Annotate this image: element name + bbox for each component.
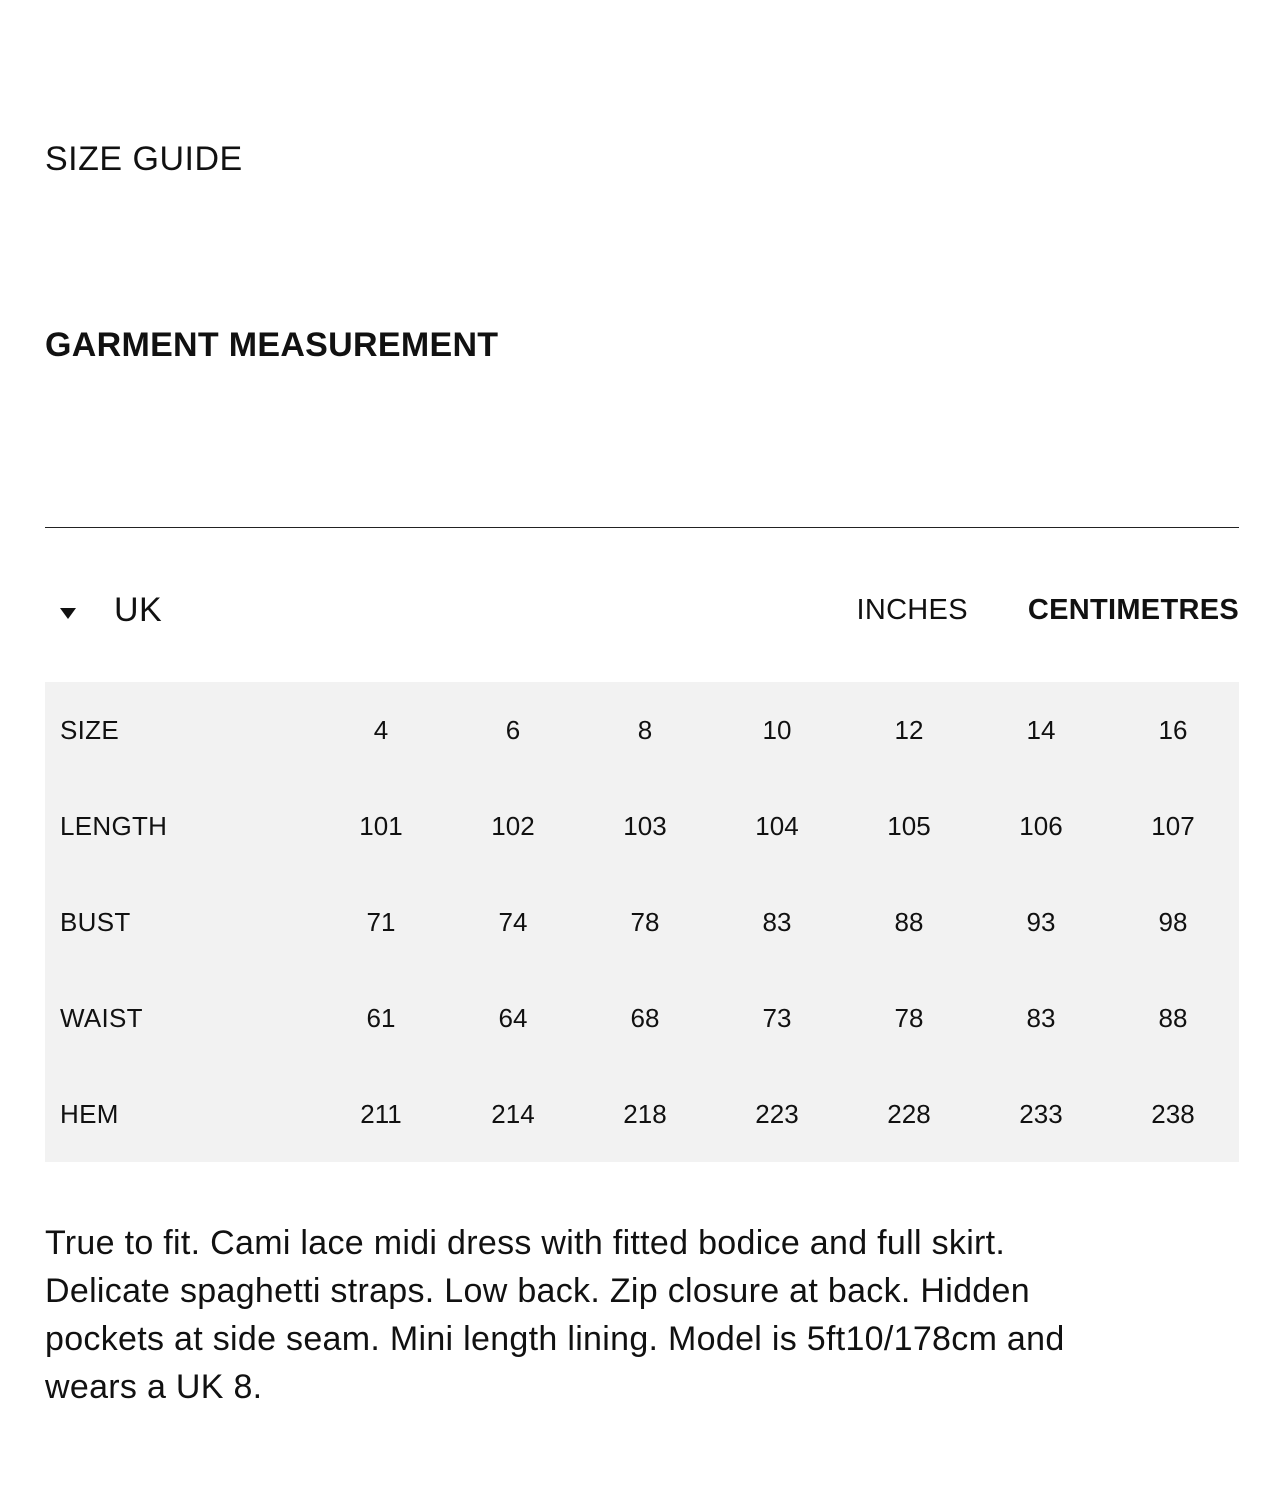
table-cell: 238 bbox=[1151, 1098, 1195, 1129]
page-title: SIZE GUIDE bbox=[45, 140, 243, 178]
table-cell: 4 bbox=[373, 714, 389, 745]
row-label: LENGTH bbox=[60, 810, 168, 841]
table-cell: 68 bbox=[630, 1002, 660, 1033]
table-cell: 83 bbox=[1026, 1002, 1056, 1033]
table-cell: 61 bbox=[366, 1002, 396, 1033]
table-cell: 214 bbox=[491, 1098, 535, 1129]
table-cell: 106 bbox=[1019, 810, 1063, 841]
table-cell: 14 bbox=[1026, 714, 1056, 745]
table-cell: 105 bbox=[887, 810, 931, 841]
table-cell: 103 bbox=[623, 810, 667, 841]
size-table bbox=[45, 682, 1239, 1162]
table-cell: 12 bbox=[894, 714, 924, 745]
unit-toggle bbox=[856, 585, 1239, 635]
table-cell: 73 bbox=[762, 1002, 792, 1033]
section-title: GARMENT MEASUREMENT bbox=[45, 326, 499, 364]
table-cell: 78 bbox=[894, 1002, 924, 1033]
row-label: WAIST bbox=[60, 1002, 143, 1033]
row-label: HEM bbox=[60, 1098, 119, 1129]
table-cell: 223 bbox=[755, 1098, 799, 1129]
table-row-hem bbox=[45, 1066, 1239, 1162]
table-cell: 83 bbox=[762, 906, 792, 937]
table-cell: 64 bbox=[498, 1002, 528, 1033]
table-cell: 8 bbox=[637, 714, 653, 745]
row-label: BUST bbox=[60, 906, 131, 937]
table-row-waist bbox=[45, 970, 1239, 1066]
table-cell: 228 bbox=[887, 1098, 931, 1129]
centimetres-button[interactable]: CENTIMETRES bbox=[1027, 593, 1239, 626]
inches-button[interactable]: INCHES bbox=[856, 593, 968, 626]
row-label: SIZE bbox=[60, 714, 119, 745]
region-label: UK bbox=[114, 590, 163, 629]
table-cell: 16 bbox=[1158, 714, 1188, 745]
table-cell: 88 bbox=[894, 906, 924, 937]
table-row-length bbox=[45, 778, 1239, 874]
table-cell: 233 bbox=[1019, 1098, 1063, 1129]
table-cell: 211 bbox=[360, 1098, 402, 1129]
size-controls bbox=[45, 585, 1239, 635]
table-cell: 102 bbox=[491, 810, 535, 841]
table-cell: 88 bbox=[1158, 1002, 1188, 1033]
divider bbox=[45, 527, 1239, 528]
table-cell: 104 bbox=[755, 810, 799, 841]
product-description: True to fit. Cami lace midi dress with fitted bodice and full skirt. Delicate spaghetti straps. Low back. Zip closure at back. Hidden pockets at side seam. Mini length lining. Model is 5ft10/178cm and wears a UK 8. bbox=[45, 1224, 1065, 1406]
table-cell: 71 bbox=[366, 906, 396, 937]
table-cell: 78 bbox=[630, 906, 660, 937]
table-cell: 10 bbox=[762, 714, 792, 745]
region-dropdown[interactable] bbox=[45, 585, 162, 635]
table-cell: 6 bbox=[505, 714, 521, 745]
table-row-bust bbox=[45, 874, 1239, 970]
caret-down-icon bbox=[60, 608, 76, 619]
table-cell: 107 bbox=[1151, 810, 1195, 841]
table-cell: 93 bbox=[1026, 906, 1056, 937]
table-cell: 101 bbox=[359, 810, 403, 841]
table-cell: 74 bbox=[498, 906, 528, 937]
table-row-size bbox=[45, 682, 1239, 778]
table-cell: 218 bbox=[623, 1098, 667, 1129]
table-cell: 98 bbox=[1158, 906, 1188, 937]
